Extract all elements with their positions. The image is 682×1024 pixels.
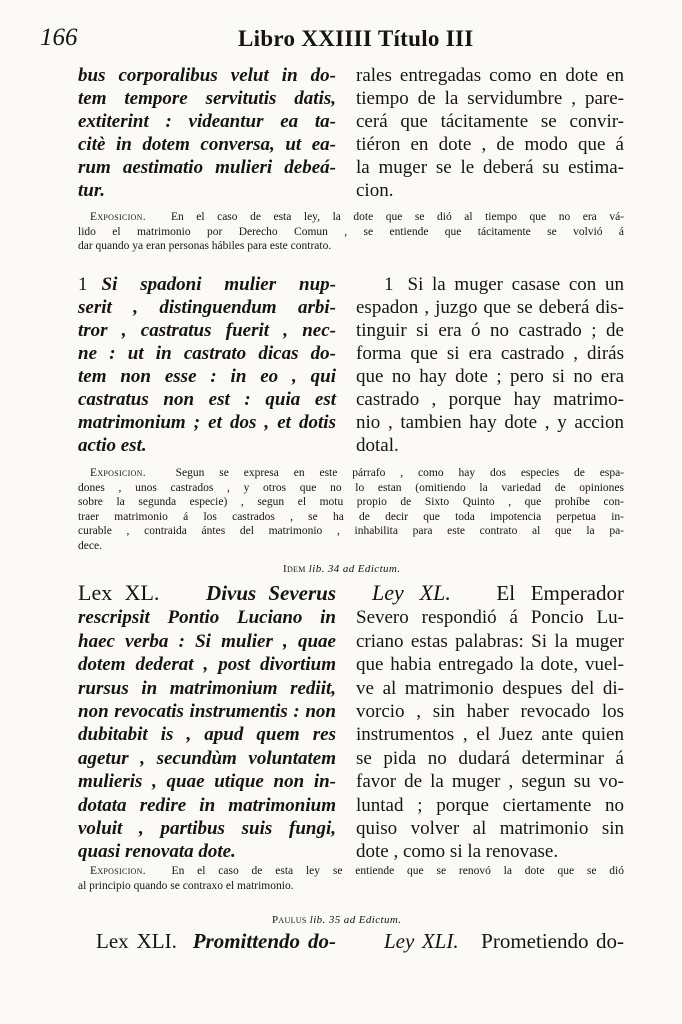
- text-line: rescripsit Pontio Luciano in: [78, 607, 336, 629]
- exposition-line: sobre la segunda especie) , segun el motu propio de Sixto Quinto , que prohíbe con-: [78, 496, 624, 509]
- exposition-label: Exposicion.: [90, 865, 146, 877]
- source-author: Paulus: [272, 914, 307, 926]
- running-title: Libro XXIIII Título III: [238, 26, 474, 51]
- text-line: cerá que tácitamente se convir-: [356, 111, 624, 132]
- text-line: instrumentos , el Juez ante quien: [356, 724, 624, 746]
- text-line: rales entregadas como en dote en: [356, 65, 624, 86]
- text-line: dotal.: [356, 435, 399, 456]
- text-line: Promittendo do-: [192, 929, 336, 953]
- text-line: agetur , secundùm voluntatem: [78, 747, 336, 769]
- text-line: dotata redire in matrimonium: [78, 794, 336, 816]
- law-heading: Ley XL.: [372, 580, 451, 605]
- text-line: mulieris , quae utique non in-: [78, 771, 336, 793]
- text-line: dotem dederat , post divortium: [78, 654, 336, 676]
- text-line: Prometiendo do-: [481, 929, 625, 953]
- text-line: forma que si era castrado , dirás: [356, 343, 624, 364]
- source-author: Idem: [283, 563, 306, 575]
- latin-column-block3: [78, 581, 336, 864]
- text-line: tinguir si era ó no castrado ; de: [356, 320, 624, 341]
- text-line: castratus non est : quia est: [78, 389, 336, 410]
- latin-column-block4: [96, 929, 336, 954]
- text-line: quasi renovata dote.: [78, 841, 236, 863]
- law-heading: Lex XLI.: [96, 929, 177, 953]
- exposition-line: dones , unos castrados , y otros que no lo estan (omitiendo la variedad de opiniones: [78, 481, 624, 494]
- latin-column-block2: [78, 273, 336, 457]
- exposition-label: Exposicion.: [90, 467, 146, 479]
- text-line: voluit , partibus suis fungi,: [78, 818, 336, 840]
- exposition-line: En el caso de esta ley, la dote que se dió al tiempo que no era vá-: [170, 211, 624, 223]
- text-line: Si spadoni mulier nup-: [101, 274, 336, 295]
- text-line: rursus in matrimonium rediit,: [78, 677, 336, 699]
- text-line: vorcio , sin haber revocado los: [356, 701, 624, 723]
- exposition-line: lido el matrimonio por Derecho Comun , se entiende que tácitamente se volvió á: [78, 225, 624, 238]
- text-line: luntad ; porque ciertamente no: [356, 794, 624, 816]
- source-citation-1: [283, 563, 400, 575]
- text-line: El Emperador: [496, 581, 624, 605]
- text-line: dote , como si la renovase.: [356, 841, 559, 863]
- spanish-column-block3: [356, 581, 624, 864]
- exposition-line: curable , contraida ántes del matrimonio , inhabilita para este contrato al que la pa-: [78, 525, 624, 538]
- text-line: cion.: [356, 180, 394, 201]
- text-line: criano estas palabras: Si la muger: [356, 630, 624, 652]
- exposition-line: al principio quando se contraxo el matrimonio.: [78, 879, 294, 892]
- text-line: se pida no dudará determinar á: [356, 747, 624, 769]
- text-line: citè in dotem conversa, ut ea-: [78, 134, 336, 155]
- text-line: espadon , juzgo que se deberá dis-: [356, 297, 624, 318]
- exposition-label: Exposicion.: [90, 211, 146, 223]
- exposition-line: Segun se expresa en este párrafo , como hay dos especies de espa-: [175, 467, 624, 479]
- text-line: serit , distinguendum arbi-: [78, 297, 336, 318]
- text-line: la muger se le deberá su estima-: [356, 157, 624, 178]
- text-line: ne : ut in castrato dicas do-: [78, 343, 336, 364]
- text-line: tror , castratus fuerit , nec-: [78, 320, 336, 341]
- law-heading: Lex XL.: [78, 580, 160, 605]
- text-line: Divus Severus: [206, 581, 337, 605]
- spanish-column-block2: [356, 273, 624, 457]
- text-line: Si la muger casase con un: [407, 274, 624, 295]
- page-header: [40, 24, 640, 58]
- paragraph-number: 1: [384, 274, 394, 295]
- text-line: rum aestimatio mulieri debeá-: [78, 157, 336, 178]
- source-reference: lib. 34 ad Edictum.: [308, 563, 401, 575]
- text-line: Severo respondió á Poncio Lu-: [356, 607, 624, 629]
- exposition-3: [78, 864, 624, 893]
- text-line: tiéron en dote , de modo que á: [356, 134, 624, 155]
- text-line: tem tempore servitutis datis,: [78, 88, 336, 109]
- text-line: actio est.: [78, 435, 147, 456]
- text-line: que no hay dote ; pero si no era: [356, 366, 624, 387]
- exposition-line: En el caso de esta ley se entiende que se renovó la dote que se dió: [171, 865, 624, 877]
- text-line: tur.: [78, 180, 105, 201]
- exposition-2: [78, 466, 624, 554]
- source-citation-2: [272, 914, 401, 926]
- text-line: non revocatis instrumentis : non: [78, 701, 336, 723]
- text-line: bus corporalibus velut in do-: [78, 65, 336, 86]
- text-line: castrado , porque hay matrimo-: [356, 389, 624, 410]
- text-line: favor de la muger , segun su vo-: [356, 771, 624, 793]
- spanish-column-block4: [384, 929, 624, 954]
- law-heading: Ley XLI.: [384, 929, 459, 953]
- text-line: tiempo de la servidumbre , pare-: [356, 88, 624, 109]
- text-line: haec verba : Si mulier , quae: [78, 630, 336, 652]
- text-line: matrimonium ; et dos , et dotis: [78, 412, 336, 433]
- latin-column-block1: [78, 64, 336, 202]
- paragraph-number: 1: [78, 274, 88, 295]
- source-reference: lib. 35 ad Edictum.: [309, 914, 402, 926]
- text-line: ve al matrimonio despues del di-: [356, 677, 624, 699]
- text-line: tem non esse : in eo , qui: [78, 366, 336, 387]
- exposition-1: [78, 210, 624, 254]
- exposition-line: dar quando ya eran personas hábiles para este contrato.: [78, 240, 332, 253]
- exposition-line: dece.: [78, 539, 102, 552]
- spanish-column-block1: [356, 64, 624, 202]
- text-line: quiso volver al matrimonio sin: [356, 818, 624, 840]
- exposition-line: traer matrimonio á los castrados , se ha de decir que toda impotencia perpetua in-: [78, 510, 624, 523]
- text-line: dubitabit is , apud quem res: [78, 724, 336, 746]
- text-line: que habia entregado la dote, vuel-: [356, 654, 624, 676]
- text-line: nio , tambien hay dote , y accion: [356, 412, 624, 433]
- page-number: 166: [40, 24, 78, 51]
- text-line: extiterint : videantur ea ta-: [78, 111, 336, 132]
